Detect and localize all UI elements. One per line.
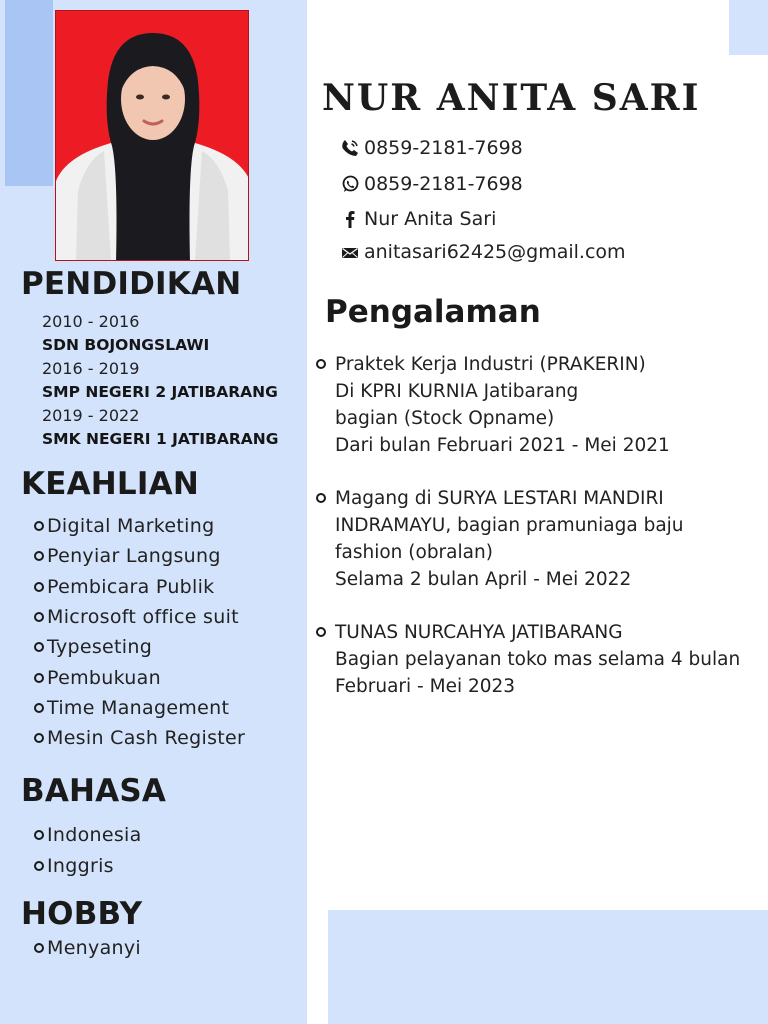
bullet-icon	[34, 612, 44, 622]
profile-photo	[55, 10, 249, 261]
education-years: 2016 - 2019	[42, 359, 140, 379]
skill-label: Microsoft office suit	[47, 606, 239, 629]
contact-whatsapp	[340, 173, 523, 195]
skill-label: Digital Marketing	[47, 515, 215, 538]
language-label: Indonesia	[47, 823, 142, 846]
skill-label: Mesin Cash Register	[47, 727, 246, 750]
email-icon	[340, 242, 360, 262]
list-item	[34, 819, 142, 850]
skill-label: Penyiar Langsung	[47, 545, 221, 568]
decorative-block-bottom	[328, 910, 768, 1024]
skills-list	[34, 511, 245, 753]
skill-label: Typeseting	[47, 636, 153, 659]
hobby-list	[34, 933, 141, 963]
contact-email	[340, 241, 626, 263]
bullet-icon	[34, 830, 44, 840]
list-item	[34, 693, 245, 723]
experience-entry	[316, 485, 684, 593]
education-school: SMP NEGERI 2 JATIBARANG	[42, 382, 278, 401]
education-years: 2010 - 2016	[42, 312, 140, 331]
experience-heading: Pengalaman	[325, 294, 541, 330]
experience-line: bagian (Stock Opname)	[335, 408, 555, 429]
skill-label: Pembukuan	[47, 666, 161, 689]
contact-facebook	[340, 208, 496, 230]
bullet-icon	[34, 703, 44, 713]
skill-label: Pembicara Publik	[47, 575, 215, 598]
decorative-strip	[5, 0, 53, 186]
contact-text: 0859-2181-7698	[364, 137, 523, 159]
skills-heading: KEAHLIAN	[21, 466, 199, 502]
experience-line: INDRAMAYU, bagian pramuniaga baju	[335, 515, 684, 536]
contact-text: anitasari62425@gmail.com	[364, 241, 626, 263]
hobby-label: Menyanyi	[47, 937, 141, 959]
bullet-icon	[34, 521, 44, 531]
list-item	[34, 850, 142, 881]
education-list	[42, 310, 278, 452]
hobby-heading: HOBBY	[21, 896, 143, 932]
decorative-block-top	[729, 0, 768, 55]
list-item	[34, 602, 245, 632]
list-item	[34, 632, 245, 662]
list-item	[34, 541, 245, 571]
list-item	[34, 723, 245, 753]
languages-list	[34, 819, 142, 881]
bullet-icon	[34, 673, 44, 683]
experience-line: Bagian pelayanan toko mas selama 4 bulan	[335, 649, 741, 670]
bullet-icon	[34, 861, 44, 871]
phone-icon	[340, 138, 360, 158]
experience-line: Dari bulan Februari 2021 - Mei 2021	[335, 435, 670, 456]
experience-line: TUNAS NURCAHYA JATIBARANG	[335, 622, 623, 643]
bullet-icon	[316, 493, 326, 503]
list-item	[34, 933, 141, 963]
list-item	[34, 572, 245, 602]
experience-entry	[316, 619, 740, 700]
facebook-icon	[340, 209, 360, 229]
bullet-icon	[34, 551, 44, 561]
skill-label: Time Management	[47, 696, 230, 719]
experience-line: Praktek Kerja Industri (PRAKERIN)	[335, 354, 646, 375]
list-item	[34, 511, 245, 541]
bullet-icon	[34, 642, 44, 652]
experience-entry	[316, 351, 670, 459]
experience-line: Di KPRI KURNIA Jatibarang	[335, 381, 579, 402]
contact-text: Nur Anita Sari	[364, 208, 497, 230]
experience-line: fashion (obralan)	[335, 542, 493, 563]
bullet-icon	[34, 582, 44, 592]
education-heading: PENDIDIKAN	[21, 266, 242, 302]
bullet-icon	[316, 359, 326, 369]
bullet-icon	[34, 733, 44, 743]
bullet-icon	[34, 943, 44, 953]
contact-text: 0859-2181-7698	[364, 173, 523, 195]
education-school: SDN BOJONGSLAWI	[42, 335, 210, 354]
education-school: SMK NEGERI 1 JATIBARANG	[42, 429, 279, 448]
language-label: Inggris	[47, 854, 114, 877]
experience-line: Magang di SURYA LESTARI MANDIRI	[335, 488, 664, 509]
experience-line: Februari - Mei 2023	[335, 676, 516, 697]
person-name: NUR ANITA SARI	[322, 77, 701, 119]
bullet-icon	[316, 627, 326, 637]
list-item	[34, 662, 245, 692]
contact-phone	[340, 137, 523, 159]
languages-heading: BAHASA	[21, 773, 167, 809]
education-years: 2019 - 2022	[42, 406, 140, 426]
whatsapp-icon	[340, 174, 360, 194]
experience-line: Selama 2 bulan April - Mei 2022	[335, 569, 632, 590]
